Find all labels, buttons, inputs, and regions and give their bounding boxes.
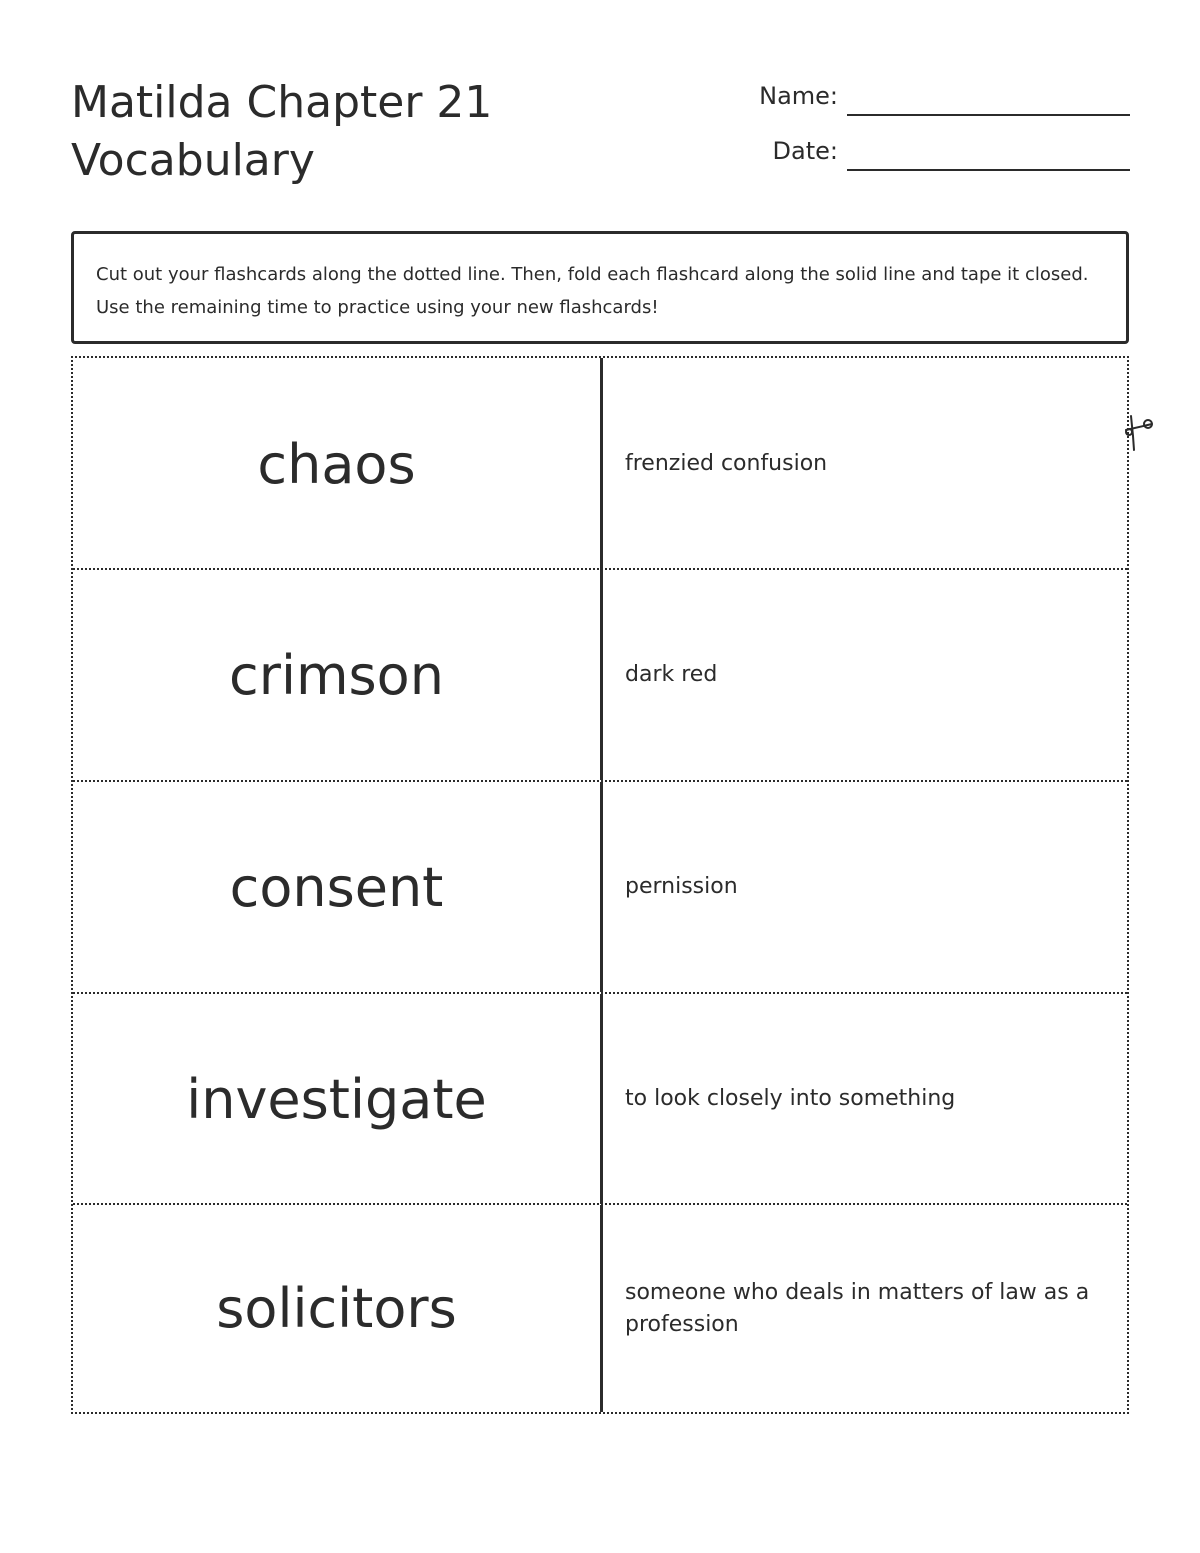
flashcard-definition: frenzied confusion — [625, 451, 828, 476]
date-line[interactable] — [847, 169, 1130, 171]
instructions-box — [71, 231, 1129, 344]
flashcard-definition: pernission — [625, 874, 738, 899]
flashcard — [73, 568, 1127, 780]
page-title — [71, 74, 492, 190]
flashcard-term: chaos — [257, 432, 416, 496]
fold-line — [600, 570, 603, 780]
flashcard-term: investigate — [186, 1067, 487, 1131]
flashcard-term: crimson — [229, 643, 444, 707]
name-line[interactable] — [847, 114, 1130, 116]
date-field[interactable] — [700, 131, 1130, 171]
flashcard — [73, 1203, 1127, 1412]
instructions-text: Cut out your flashcards along the dotted line. Then, fold each flashcard along the solid line and tape it closed. Use the remaining time to practice using your new flashcards! — [96, 264, 1089, 318]
fold-line — [600, 358, 603, 570]
fold-line — [600, 782, 603, 992]
flashcard-term: consent — [229, 855, 444, 919]
flashcard-sheet — [71, 356, 1129, 1414]
name-label: Name: — [759, 82, 838, 110]
flashcard — [73, 780, 1127, 992]
flashcard-definition: dark red — [625, 662, 718, 687]
title-line-1: Matilda Chapter 21 — [71, 77, 493, 128]
scissors-icon — [1122, 412, 1156, 452]
flashcard-definition: someone who deals in matters of law as a profession — [625, 1279, 1090, 1337]
flashcard-definition: to look closely into something — [625, 1086, 956, 1111]
name-field[interactable] — [700, 76, 1130, 116]
flashcard — [73, 992, 1127, 1204]
flashcard — [73, 358, 1127, 570]
date-label: Date: — [772, 137, 838, 165]
flashcard-term: solicitors — [216, 1277, 457, 1340]
fold-line — [600, 1205, 603, 1412]
title-line-2: Vocabulary — [71, 135, 315, 186]
fold-line — [600, 994, 603, 1204]
